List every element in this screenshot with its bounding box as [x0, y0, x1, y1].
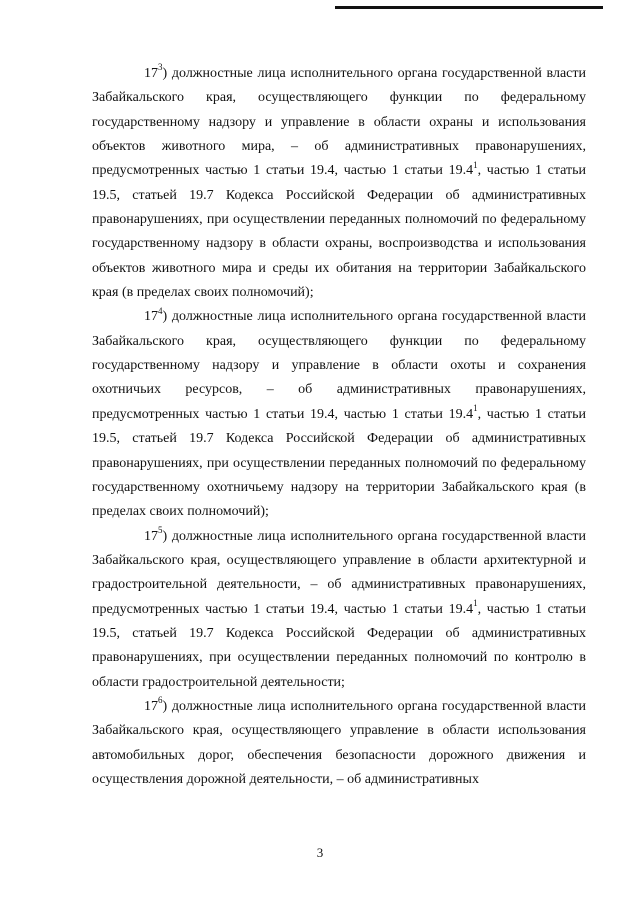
paragraph-text: ) должностные лица исполнительного органа государственной власти Забайкальского края, осуществляющего функции по федеральному государственному надзору и управление в области охраны и использования объектов животного мира, – об административных правонарушениях, предусмотренных частью 1 статьи 19.4, частью 1 статьи 19.4 [92, 66, 586, 179]
paragraph-17-6 [92, 695, 586, 792]
item-superscript: 5 [158, 524, 163, 535]
footnote-superscript: 1 [473, 159, 478, 170]
paragraph-17-3 [92, 62, 586, 305]
paragraph-text-tail: , частью 1 статьи 19.5, статьей 19.7 Кодекса Российской Федерации об административных правонарушениях, при осуществлении переданных полномочий по контролю в области градостроительной деятельности; [92, 601, 586, 690]
paragraph-text-tail: , частью 1 статьи 19.5, статьей 19.7 Кодекса Российской Федерации об административных правонарушениях, при осуществлении переданных полномочий по федеральному государственному охотничьему надзору на территории Забайкальского края (в пределах своих полномочий); [92, 406, 586, 520]
item-superscript: 3 [158, 62, 163, 73]
footnote-superscript: 1 [473, 597, 478, 608]
page-number: 3 [316, 845, 324, 860]
paragraph-17-4 [92, 305, 586, 524]
item-superscript: 6 [158, 695, 163, 706]
paragraph-text: ) должностные лица исполнительного органа государственной власти Забайкальского края, осуществляющего управление в области архитектурной и градостроительной деятельности, – об административных правонарушениях, предусмотренных частью 1 статьи 19.4, частью 1 статьи 19.4 [92, 528, 586, 617]
item-number: 17 [144, 309, 158, 325]
paragraph-text-tail: , частью 1 статьи 19.5, статьей 19.7 Кодекса Российской Федерации об административных правонарушениях, при осуществлении переданных полномочий по федеральному государственному надзору в области охраны, воспроизводства и использования объектов животного мира и среды их обитания на территории Забайкальского края (в пределах своих полномочий); [92, 163, 586, 301]
item-number: 17 [144, 528, 158, 544]
paragraph-text: ) должностные лица исполнительного органа государственной власти Забайкальского края, осуществляющего функции по федеральному государственному надзору и управление в области охоты и сохранения охотничьих ресурсов, – об административных правонарушениях, предусмотренных частью 1 статьи 19.4, частью 1 статьи 19.4 [92, 309, 586, 422]
footnote-superscript: 1 [473, 403, 478, 414]
document-body [92, 62, 586, 792]
top-rule [335, 6, 603, 9]
item-number: 17 [144, 698, 158, 714]
paragraph-17-5 [92, 525, 586, 695]
paragraph-text: ) должностные лица исполнительного органа государственной власти Забайкальского края, осуществляющего управление в области использования автомобильных дорог, обеспечения безопасности дорожного движения и осуществления дорожной деятельности, – об административных [92, 698, 586, 787]
item-number: 17 [144, 66, 158, 81]
item-superscript: 4 [158, 305, 163, 316]
